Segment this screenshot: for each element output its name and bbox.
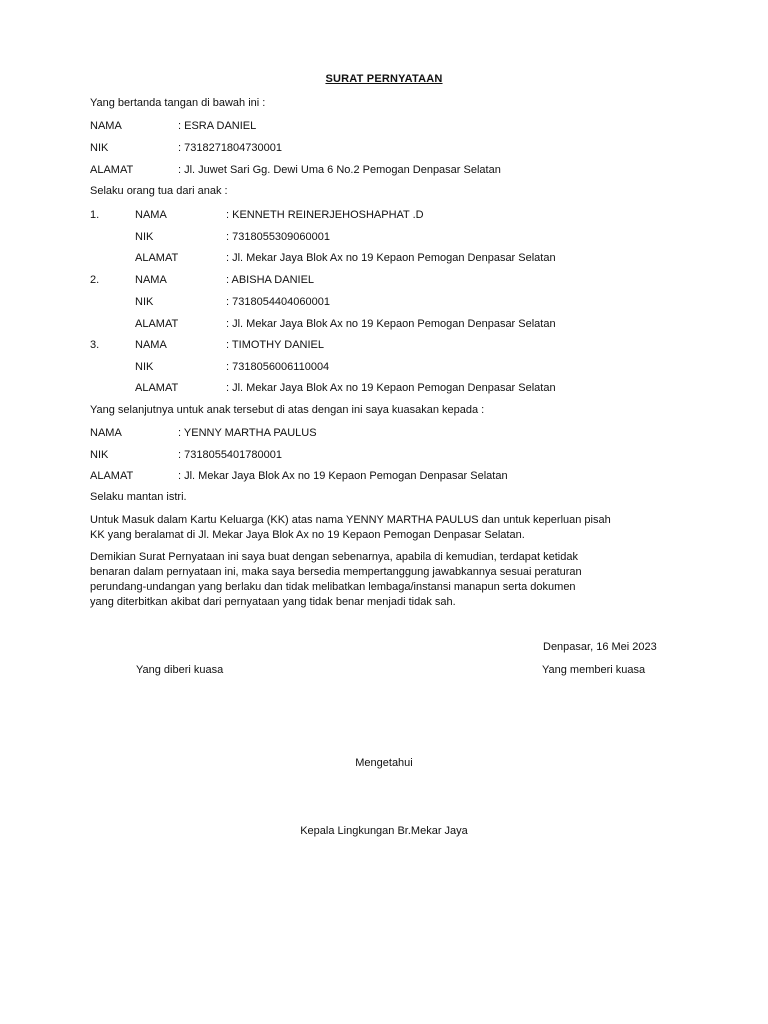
child-nama-label: NAMA — [135, 339, 167, 351]
declarant-nama-label: NAMA — [90, 120, 122, 132]
child-nama-label: NAMA — [135, 274, 167, 286]
child-nama-value: : KENNETH REINERJEHOSHAPHAT .D — [226, 209, 424, 221]
child-nik-value: : 7318056006110004 — [226, 361, 330, 373]
official-title: Kepala Lingkungan Br.Mekar Jaya — [300, 825, 468, 837]
purpose-line: Untuk Masuk dalam Kartu Keluarga (KK) atas nama YENNY MARTHA PAULUS dan untuk keperluan pisah — [90, 514, 611, 526]
proxy-nama-value: : YENNY MARTHA PAULUS — [178, 427, 317, 439]
proxy-relation: Selaku mantan istri. — [90, 491, 187, 503]
declarant-nama-value: : ESRA DANIEL — [178, 120, 257, 132]
child-number: 2. — [90, 274, 100, 286]
child-alamat-label: ALAMAT — [135, 382, 179, 394]
declarant-alamat-label: ALAMAT — [90, 164, 134, 176]
closing-line: Demikian Surat Pernyataan ini saya buat dengan sebenarnya, apabila di kemudian, terdapat ketidak — [90, 551, 578, 563]
child-nama-value: : TIMOTHY DANIEL — [226, 339, 325, 351]
purpose-line: KK yang beralamat di Jl. Mekar Jaya Blok Ax no 19 Kepaon Pemogan Denpasar Selatan. — [90, 529, 525, 541]
child-nama-label: NAMA — [135, 209, 167, 221]
closing-line: yang diterbitkan akibat dari pernyataan yang tidak benar menjadi tidak sah. — [90, 596, 456, 608]
child-nik-label: NIK — [135, 361, 154, 373]
child-nik-value: : 7318054404060001 — [226, 296, 330, 308]
child-alamat-value: : Jl. Mekar Jaya Blok Ax no 19 Kepaon Pemogan Denpasar Selatan — [226, 318, 556, 330]
child-number: 1. — [90, 209, 100, 221]
child-nik-label: NIK — [135, 231, 154, 243]
child-alamat-value: : Jl. Mekar Jaya Blok Ax no 19 Kepaon Pemogan Denpasar Selatan — [226, 382, 556, 394]
child-alamat-label: ALAMAT — [135, 318, 179, 330]
proxy-alamat-value: : Jl. Mekar Jaya Blok Ax no 19 Kepaon Pemogan Denpasar Selatan — [178, 470, 508, 482]
child-nik-label: NIK — [135, 296, 154, 308]
proxy-alamat-label: ALAMAT — [90, 470, 134, 482]
declarant-nik-label: NIK — [90, 142, 109, 154]
closing-line: benaran dalam pernyataan ini, maka saya bersedia mempertanggung jawabkannya sesuai peraturan — [90, 566, 582, 578]
signer-left: Yang diberi kuasa — [136, 664, 224, 676]
acknowledged-label: Mengetahui — [355, 757, 413, 769]
place-date: Denpasar, 16 Mei 2023 — [543, 641, 657, 653]
proxy-intro: Yang selanjutnya untuk anak tersebut di atas dengan ini saya kuasakan kepada : — [90, 404, 485, 416]
child-nama-value: : ABISHA DANIEL — [226, 274, 315, 286]
child-number: 3. — [90, 339, 100, 351]
signer-right: Yang memberi kuasa — [542, 664, 646, 676]
proxy-nik-value: : 7318055401780001 — [178, 449, 282, 461]
declarant-nik-value: : 7318271804730001 — [178, 142, 282, 154]
document-title: SURAT PERNYATAAN — [325, 73, 443, 85]
intro-text: Yang bertanda tangan di bawah ini : — [90, 97, 266, 109]
declarant-alamat-value: : Jl. Juwet Sari Gg. Dewi Uma 6 No.2 Pemogan Denpasar Selatan — [178, 164, 501, 176]
closing-line: perundang-undangan yang berlaku dan tidak melibatkan lembaga/instansi manapun serta dokumen — [90, 581, 576, 593]
children-intro: Selaku orang tua dari anak : — [90, 185, 228, 197]
proxy-nama-label: NAMA — [90, 427, 122, 439]
proxy-nik-label: NIK — [90, 449, 109, 461]
child-alamat-label: ALAMAT — [135, 252, 179, 264]
child-alamat-value: : Jl. Mekar Jaya Blok Ax no 19 Kepaon Pemogan Denpasar Selatan — [226, 252, 556, 264]
child-nik-value: : 7318055309060001 — [226, 231, 330, 243]
